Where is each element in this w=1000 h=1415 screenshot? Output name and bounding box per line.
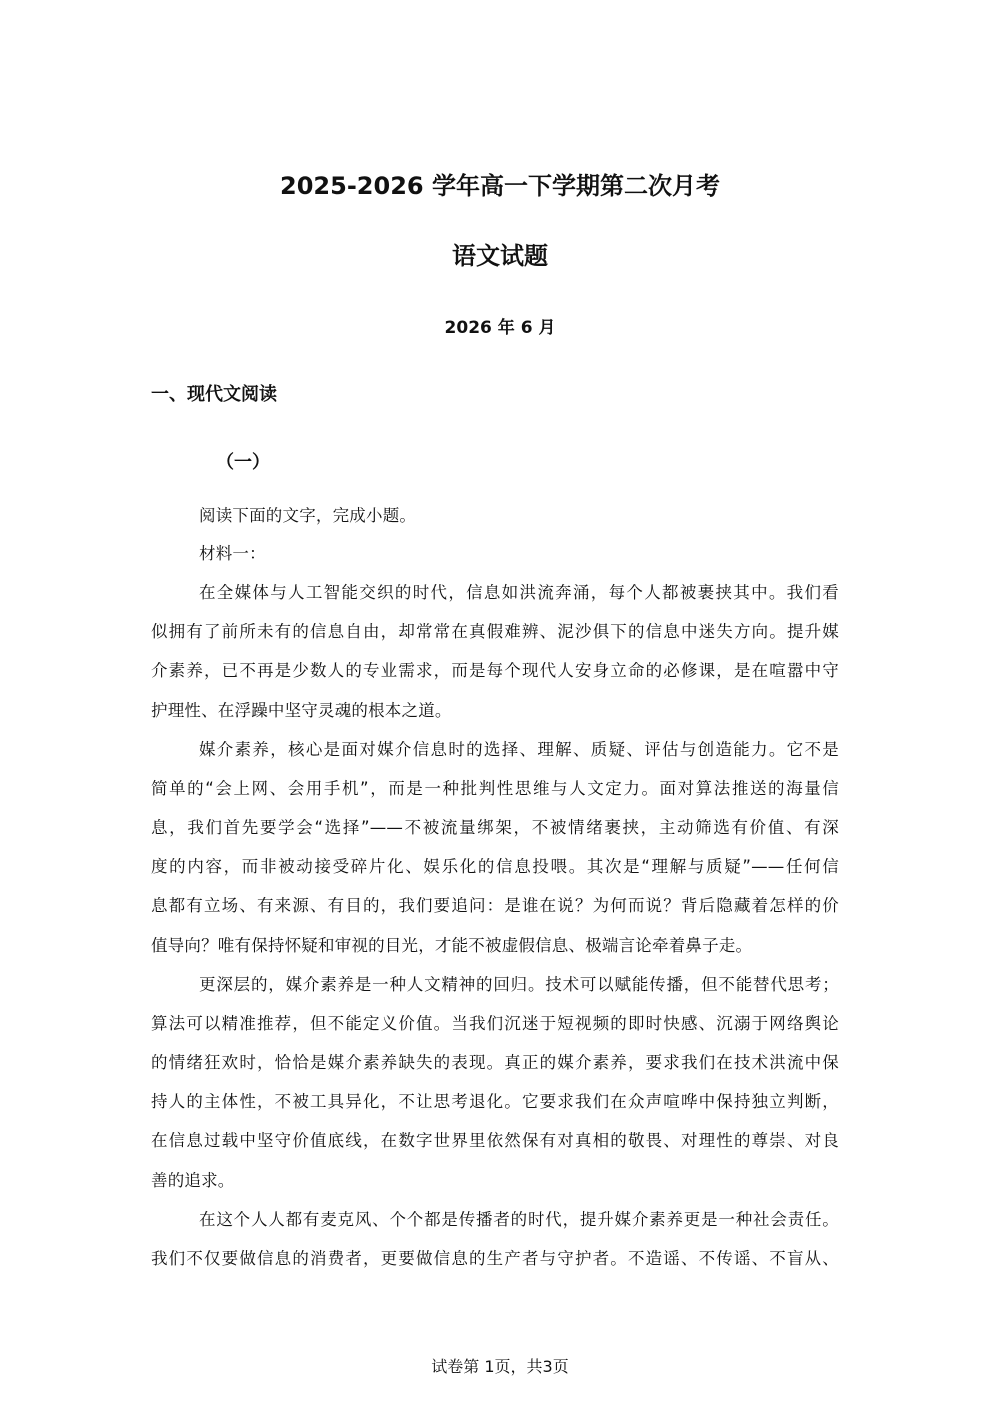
paragraph-line: 度的内容，而非被动接受碎片化、娱乐化的信息投喂。其次是“理解与质疑”——任何信 <box>151 857 839 876</box>
paragraph-line: 在全媒体与人工智能交织的时代，信息如洪流奔涌，每个人都被裹挟其中。我们看 <box>199 583 839 602</box>
paragraph-line: 介素养，已不再是少数人的专业需求，而是每个现代人安身立命的必修课，是在喧嚣中守 <box>151 661 839 680</box>
paragraph-line: 持人的主体性，不被工具异化，不让思考退化。它要求我们在众声喧哗中保持独立判断， <box>151 1092 839 1111</box>
paragraph-line: 息，我们首先要学会“选择”——不被流量绑架，不被情绪裹挟，主动筛选有价值、有深 <box>151 818 839 837</box>
paragraph-line: 值导向？唯有保持怀疑和审视的目光，才能不被虚假信息、极端言论牵着鼻子走。 <box>151 936 753 955</box>
exam-title: 2025-2026 学年高一下学期第二次月考 <box>280 172 720 200</box>
material-label: 材料一： <box>199 544 266 563</box>
paragraph-line: 的情绪狂欢时，恰恰是媒介素养缺失的表现。真正的媒介素养，要求我们在技术洪流中保 <box>151 1053 839 1072</box>
paragraph-line: 在信息过载中坚守价值底线，在数字世界里依然保有对真相的敬畏、对理性的尊崇、对良 <box>151 1131 839 1150</box>
paragraph-line: 算法可以精准推荐，但不能定义价值。当我们沉迷于短视频的即时快感、沉溺于网络舆论 <box>151 1014 839 1033</box>
paragraph-line: 息都有立场、有来源、有目的，我们要追问：是谁在说？为何而说？背后隐藏着怎样的价 <box>151 896 839 915</box>
paragraph-line: 在这个人人都有麦克风、个个都是传播者的时代，提升媒介素养更是一种社会责任。 <box>199 1210 839 1229</box>
subsection-heading: （一） <box>216 452 270 473</box>
page-footer: 试卷第 1页，共3页 <box>431 1357 569 1376</box>
paragraph-line: 简单的“会上网、会用手机”，而是一种批判性思维与人文定力。面对算法推送的海量信 <box>151 779 839 798</box>
reading-instruction: 阅读下面的文字，完成小题。 <box>199 506 417 525</box>
paragraph-line: 媒介素养，核心是面对媒介信息时的选择、理解、质疑、评估与创造能力。它不是 <box>199 740 839 759</box>
exam-subject: 语文试题 <box>452 242 548 270</box>
section-heading: 一、现代文阅读 <box>151 384 277 405</box>
paragraph-line: 更深层的，媒介素养是一种人文精神的回归。技术可以赋能传播，但不能替代思考； <box>199 975 839 994</box>
paragraph-line: 似拥有了前所未有的信息自由，却常常在真假难辨、泥沙俱下的信息中迷失方向。提升媒 <box>151 622 839 641</box>
exam-date: 2026 年 6 月 <box>444 318 556 338</box>
paragraph-line: 善的追求。 <box>151 1171 235 1190</box>
paragraph-line: 我们不仅要做信息的消费者，更要做信息的生产者与守护者。不造谣、不传谣、不盲从、 <box>151 1249 839 1268</box>
paragraph-line: 护理性、在浮躁中坚守灵魂的根本之道。 <box>151 701 452 720</box>
